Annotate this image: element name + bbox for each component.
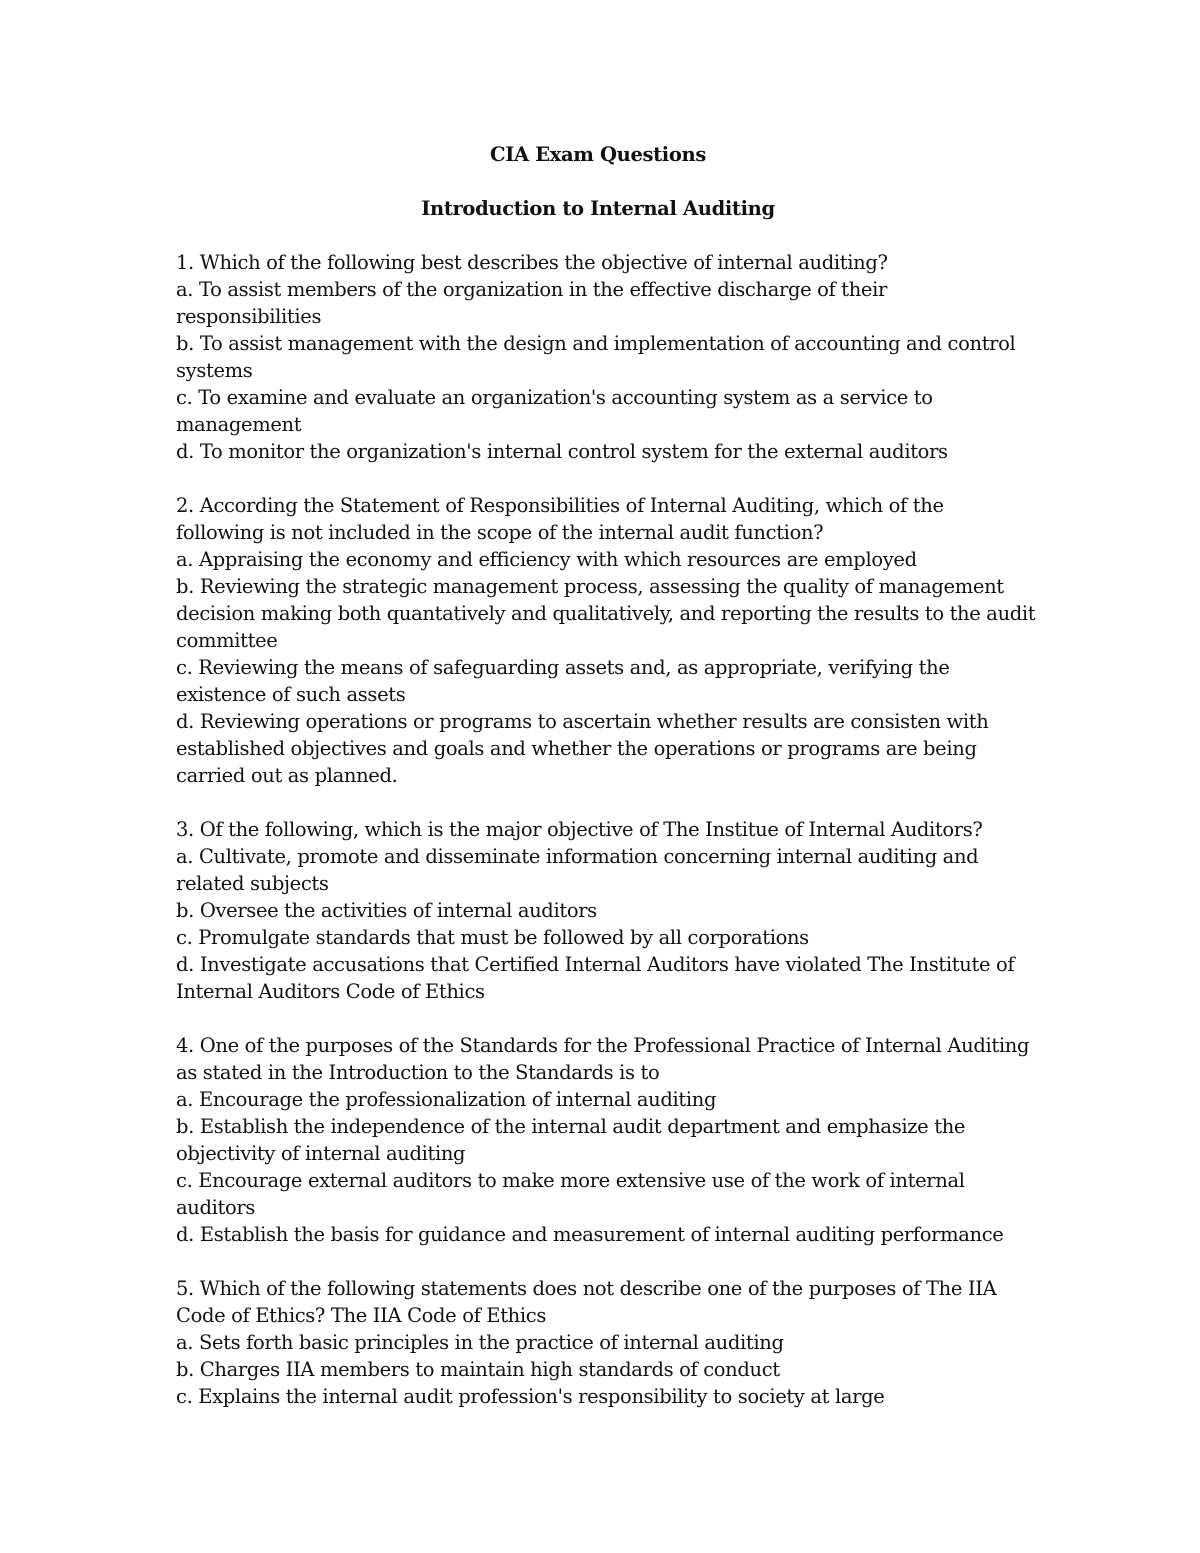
answer-option: c. Explains the internal audit profession's responsibility to society at large	[176, 1385, 885, 1408]
question-5	[176, 1275, 1036, 1410]
answer-option: c. Reviewing the means of safeguarding assets and, as appropriate, verifying the existence of such assets	[176, 656, 950, 706]
question-text: 2. According the Statement of Responsibilities of Internal Auditing, which of the following is not included in the scope of the internal audit function?	[176, 494, 944, 544]
answer-option: d. Establish the basis for guidance and measurement of internal auditing performance	[176, 1223, 1004, 1246]
question-text: 4. One of the purposes of the Standards for the Professional Practice of Internal Auditing as stated in the Introduction to the Standards is to	[176, 1034, 1030, 1084]
answer-option: d. Reviewing operations or programs to ascertain whether results are consisten with established objectives and goals and whether the operations or programs are being carried out as planned.	[176, 710, 989, 787]
answer-option: a. Appraising the economy and efficiency with which resources are employed	[176, 548, 917, 571]
answer-option: a. Sets forth basic principles in the practice of internal auditing	[176, 1331, 784, 1354]
question-text: 3. Of the following, which is the major objective of The Institue of Internal Auditors?	[176, 818, 983, 841]
answer-option: a. Cultivate, promote and disseminate information concerning internal auditing and related subjects	[176, 845, 979, 895]
document-body	[176, 141, 1036, 1437]
answer-option: c. To examine and evaluate an organization's accounting system as a service to management	[176, 386, 933, 436]
question-3	[176, 816, 1036, 1005]
answer-option: b. To assist management with the design and implementation of accounting and control systems	[176, 332, 1016, 382]
question-4	[176, 1032, 1036, 1248]
question-text: 1. Which of the following best describes the objective of internal auditing?	[176, 251, 888, 274]
answer-option: c. Promulgate standards that must be followed by all corporations	[176, 926, 809, 949]
answer-option: c. Encourage external auditors to make more extensive use of the work of internal auditors	[176, 1169, 965, 1219]
answer-option: b. Oversee the activities of internal auditors	[176, 899, 597, 922]
answer-option: a. Encourage the professionalization of internal auditing	[176, 1088, 717, 1111]
answer-option: d. Investigate accusations that Certified Internal Auditors have violated The Institute of Internal Auditors Code of Ethics	[176, 953, 1015, 1003]
answer-option: b. Reviewing the strategic management process, assessing the quality of management decision making both quantatively and qualitatively, and reporting the results to the audit committee	[176, 575, 1036, 652]
question-2	[176, 492, 1036, 789]
document-title: CIA Exam Questions	[490, 143, 706, 166]
answer-option: b. Charges IIA members to maintain high standards of conduct	[176, 1358, 780, 1381]
question-1	[176, 249, 1036, 465]
answer-option: d. To monitor the organization's internal control system for the external auditors	[176, 440, 948, 463]
answer-option: b. Establish the independence of the internal audit department and emphasize the objectivity of internal auditing	[176, 1115, 966, 1165]
question-text: 5. Which of the following statements does not describe one of the purposes of The IIA Code of Ethics? The IIA Code of Ethics	[176, 1277, 997, 1327]
document-subtitle: Introduction to Internal Auditing	[421, 197, 775, 220]
answer-option: a. To assist members of the organization in the effective discharge of their responsibilities	[176, 278, 887, 328]
